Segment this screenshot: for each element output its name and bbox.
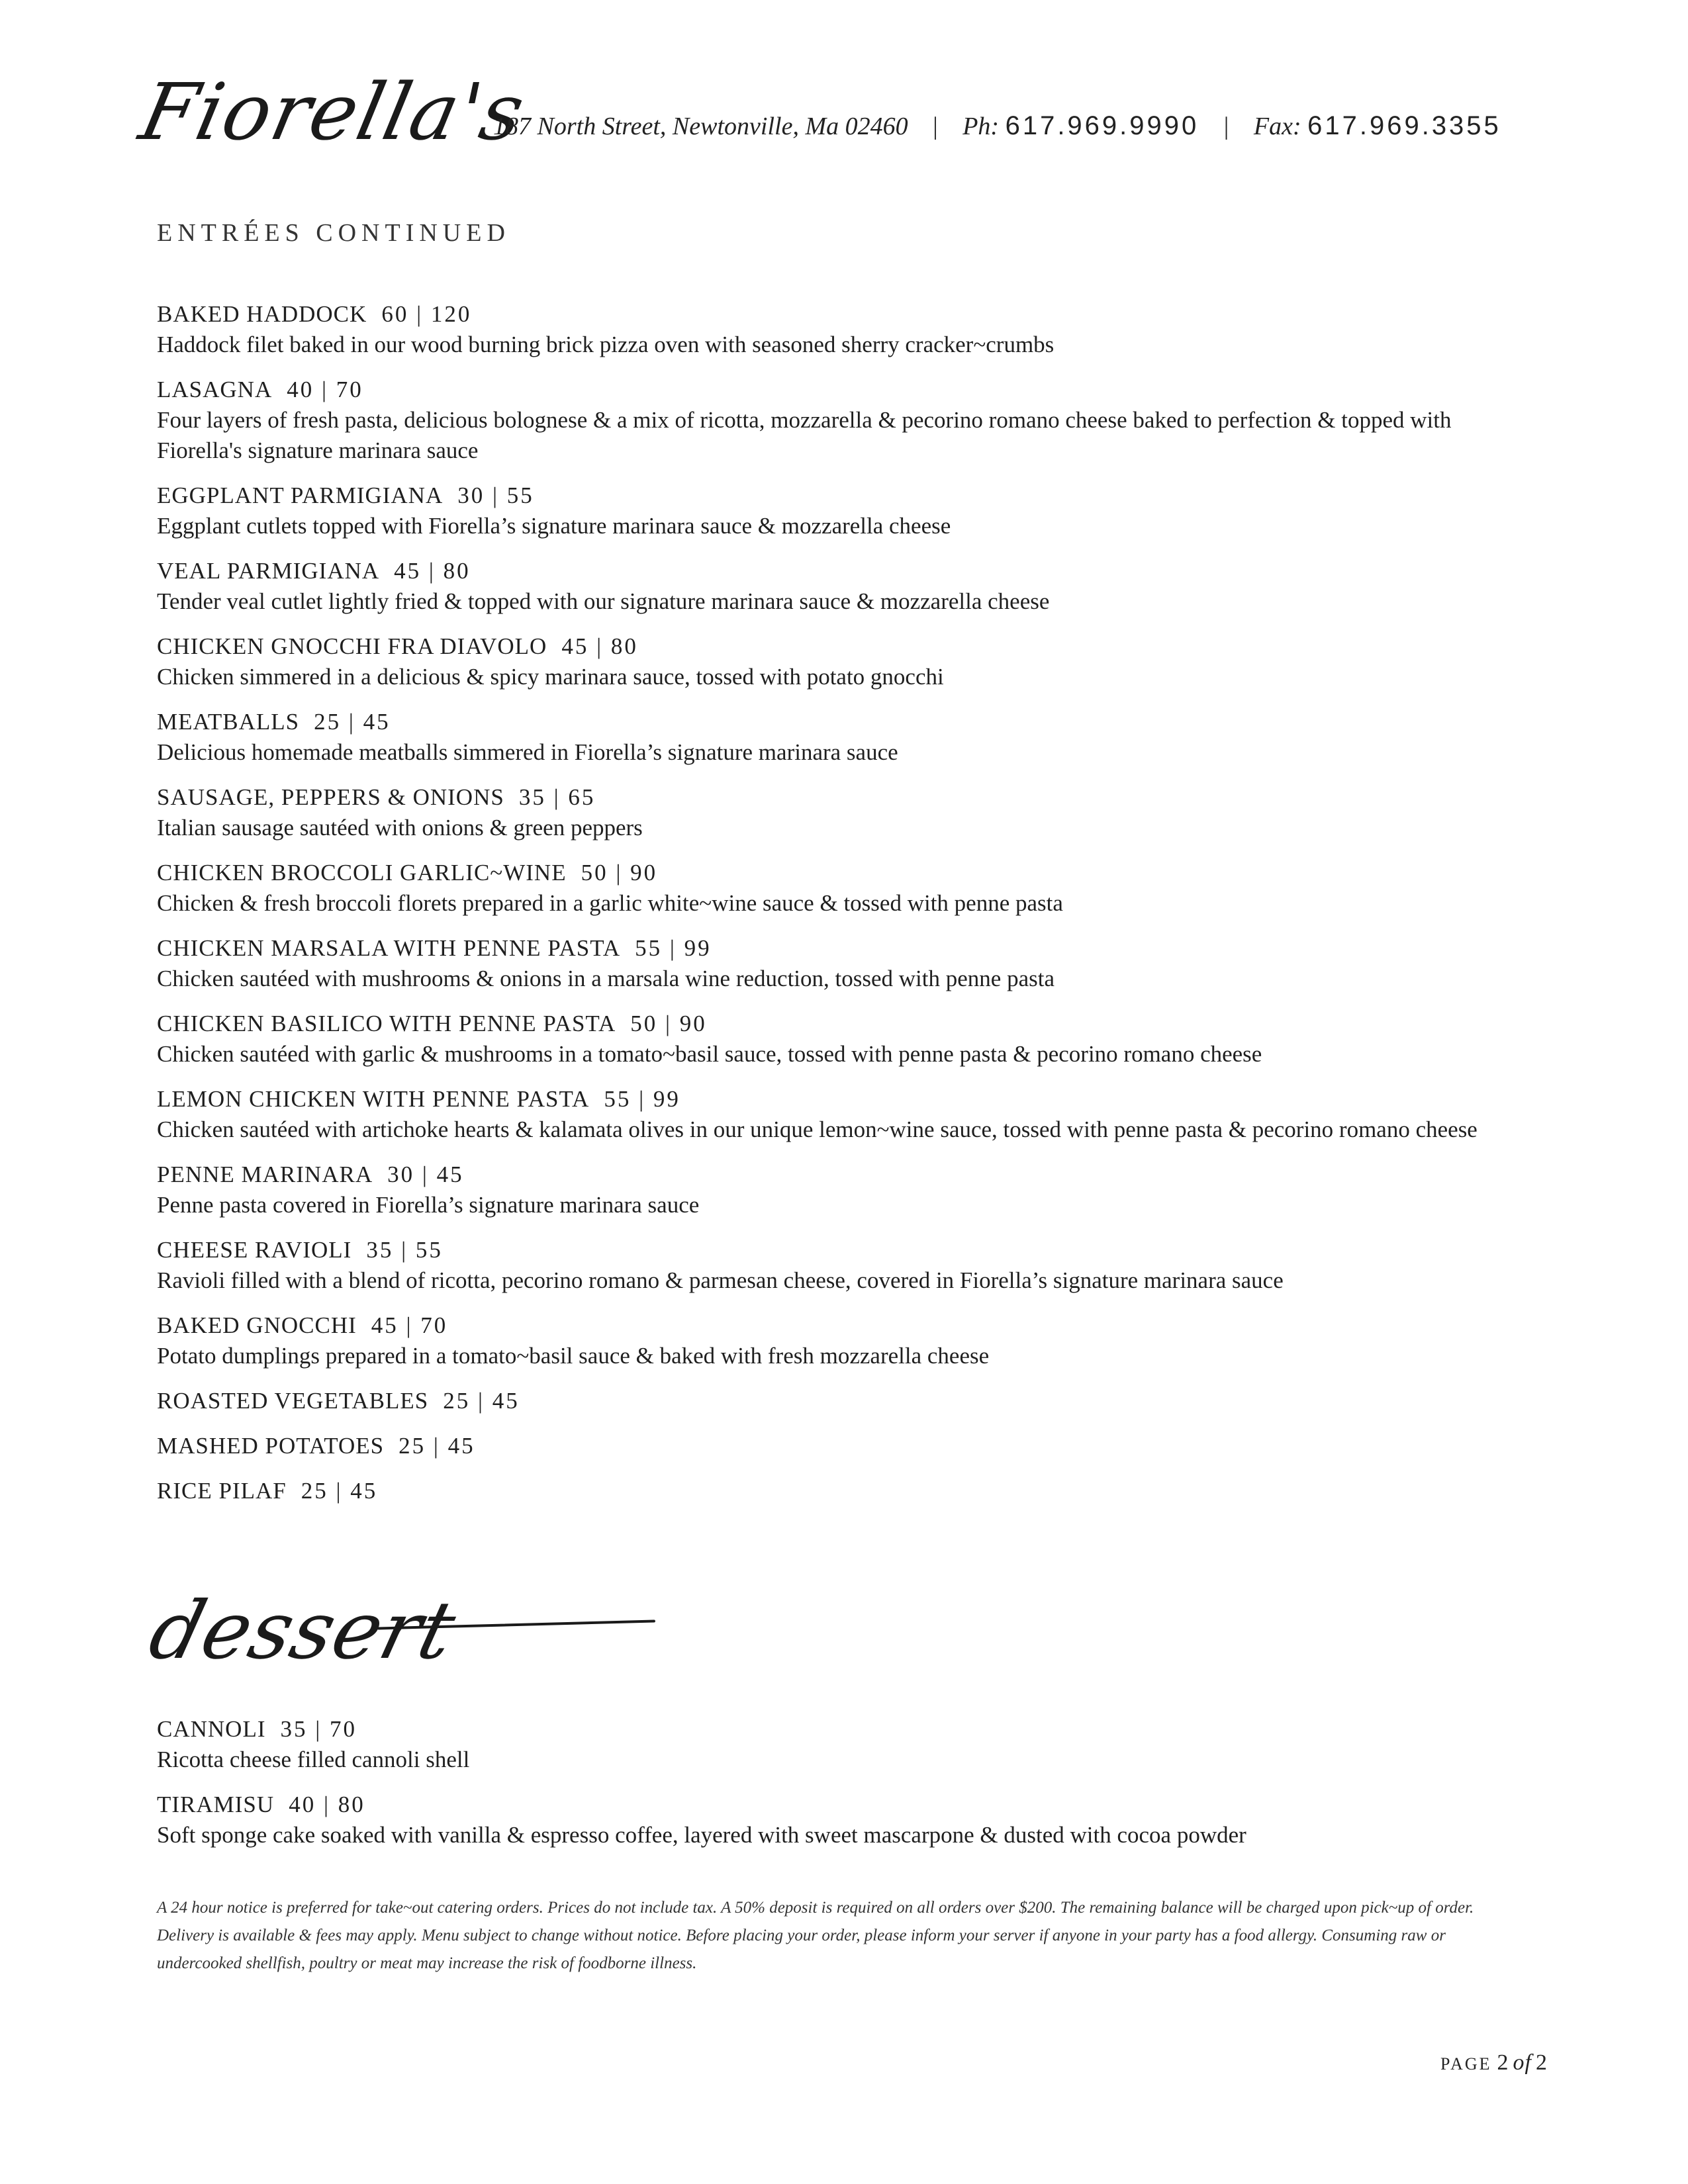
menu-item-name: VEAL PARMIGIANA — [157, 558, 380, 584]
menu-item-price: 35 | 70 — [280, 1716, 357, 1742]
menu-item-price: 45 | 70 — [371, 1312, 448, 1338]
menu-item-description: Haddock filet baked in our wood burning brick pizza oven with seasoned sherry cracker~crumbs — [157, 332, 1055, 357]
menu-item — [157, 1084, 1534, 1145]
menu-item-heading — [157, 1714, 1534, 1745]
menu-item — [157, 1476, 1534, 1506]
menu-item-description: Chicken sautéed with garlic & mushrooms in a tomato~basil sauce, tossed with penne pasta & pecorino romano cheese — [157, 1041, 1262, 1067]
menu-item-price: 60 | 120 — [381, 301, 472, 327]
fax-label: Fax: — [1253, 113, 1301, 140]
menu-item — [157, 858, 1534, 919]
brand-logo — [132, 60, 534, 179]
phone-number: 617.969.9990 — [1005, 111, 1199, 140]
dessert-heading — [140, 1585, 523, 1691]
menu-item — [157, 1009, 1534, 1069]
entree-list — [157, 299, 1534, 1521]
brand-logo-text: Fiorella's — [132, 66, 534, 158]
menu-item-heading — [157, 1386, 1534, 1416]
menu-item-price: 35 | 55 — [366, 1237, 443, 1263]
menu-item-price: 40 | 80 — [289, 1792, 365, 1817]
page-total: 2 — [1536, 2050, 1548, 2075]
menu-item-price: 45 | 80 — [561, 633, 638, 659]
menu-item — [157, 556, 1534, 617]
menu-item-heading — [157, 1310, 1534, 1341]
menu-item-name: RICE PILAF — [157, 1478, 287, 1504]
dessert-heading-text: dessert — [140, 1585, 465, 1677]
menu-item-description: Soft sponge cake soaked with vanilla & espresso coffee, layered with sweet mascarpone & dusted with cocoa powder — [157, 1822, 1246, 1848]
menu-item-name: CHICKEN BROCCOLI GARLIC~WINE — [157, 860, 567, 886]
menu-item-name: CHICKEN BASILICO WITH PENNE PASTA — [157, 1011, 616, 1036]
menu-item-price: 55 | 99 — [604, 1086, 680, 1112]
menu-item-name: SAUSAGE, PEPPERS & ONIONS — [157, 784, 504, 810]
menu-item-name: PENNE MARINARA — [157, 1161, 373, 1187]
menu-item-description: Chicken sautéed with artichoke hearts & kalamata olives in our unique lemon~wine sauce, tossed with penne pasta & pecorino romano cheese — [157, 1116, 1477, 1142]
menu-item — [157, 299, 1534, 360]
menu-item-name: BAKED GNOCCHI — [157, 1312, 357, 1338]
section-title-entrees: ENTRÉES CONTINUED — [157, 219, 510, 247]
menu-item-description: Eggplant cutlets topped with Fiorella’s signature marinara sauce & mozzarella cheese — [157, 513, 951, 539]
menu-item-price: 50 | 90 — [581, 860, 658, 886]
menu-item-price: 30 | 55 — [457, 482, 534, 508]
menu-item-price: 40 | 70 — [287, 377, 363, 402]
menu-item-heading — [157, 782, 1534, 813]
dessert-list — [157, 1714, 1534, 1865]
footer-note: A 24 hour notice is preferred for take~out catering orders. Prices do not include tax. A 50% deposit is required on all orders over $200. The remaining balance will be charged upon pick~up of order. Delivery is available & fees may apply. Menu subject to change without notice. Before placing your order, please inform your server if anyone in your party has a food allergy. Consuming raw or undercooked shellfish, poultry or meat may increase the risk of foodborne illness. — [157, 1899, 1474, 1972]
menu-item-name: TIRAMISU — [157, 1792, 275, 1817]
menu-item-name: ROASTED VEGETABLES — [157, 1388, 429, 1414]
menu-item-description: Delicious homemade meatballs simmered in Fiorella’s signature marinara sauce — [157, 739, 898, 765]
menu-item-price: 25 | 45 — [301, 1478, 378, 1504]
menu-item-description: Penne pasta covered in Fiorella’s signature marinara sauce — [157, 1192, 700, 1218]
menu-item — [157, 782, 1534, 843]
menu-item-name: CANNOLI — [157, 1716, 266, 1742]
menu-item-heading — [157, 858, 1534, 888]
contact-line — [493, 111, 1501, 141]
menu-item-heading — [157, 1790, 1534, 1820]
menu-item-description: Chicken sautéed with mushrooms & onions in a marsala wine reduction, tossed with penne pasta — [157, 966, 1055, 991]
menu-item-name: LEMON CHICKEN WITH PENNE PASTA — [157, 1086, 590, 1112]
menu-item — [157, 1160, 1534, 1220]
menu-item-name: CHICKEN MARSALA WITH PENNE PASTA — [157, 935, 621, 961]
menu-item-price: 50 | 90 — [630, 1011, 707, 1036]
menu-item-name: CHICKEN GNOCCHI FRA DIAVOLO — [157, 633, 547, 659]
menu-item-heading — [157, 480, 1534, 511]
menu-item-price: 30 | 45 — [387, 1161, 464, 1187]
menu-item-price: 25 | 45 — [314, 709, 391, 735]
menu-item-description: Ravioli filled with a blend of ricotta, pecorino romano & parmesan cheese, covered in Fiorella’s signature marinara sauce — [157, 1267, 1284, 1293]
separator: | — [1223, 113, 1229, 140]
page-header — [132, 60, 1532, 179]
menu-item-description: Potato dumplings prepared in a tomato~basil sauce & baked with fresh mozzarella cheese — [157, 1343, 990, 1369]
menu-item-heading — [157, 1235, 1534, 1265]
menu-item-description: Italian sausage sautéed with onions & green peppers — [157, 815, 643, 841]
menu-item-price: 45 | 80 — [394, 558, 471, 584]
menu-item — [157, 1386, 1534, 1416]
address: 187 North Street, Newtonville, Ma 02460 — [493, 113, 908, 140]
menu-item-heading — [157, 1160, 1534, 1190]
menu-item-heading — [157, 1431, 1534, 1461]
menu-item-description: Chicken simmered in a delicious & spicy marinara sauce, tossed with potato gnocchi — [157, 664, 944, 690]
menu-item — [157, 1714, 1534, 1775]
menu-item-heading — [157, 299, 1534, 330]
menu-item — [157, 1235, 1534, 1296]
page-number — [1440, 2050, 1548, 2075]
menu-item-heading — [157, 556, 1534, 586]
phone-label: Ph: — [962, 113, 1000, 140]
menu-item-price: 55 | 99 — [635, 935, 712, 961]
menu-item — [157, 1431, 1534, 1461]
menu-item-description: Tender veal cutlet lightly fried & topped with our signature marinara sauce & mozzarella cheese — [157, 588, 1050, 614]
menu-item-description: Chicken & fresh broccoli florets prepared in a garlic white~wine sauce & tossed with penne pasta — [157, 890, 1063, 916]
page-current: 2 — [1497, 2050, 1509, 2075]
menu-item-price: 25 | 45 — [399, 1433, 475, 1459]
menu-item — [157, 933, 1534, 994]
fax-number: 617.969.3355 — [1307, 111, 1501, 140]
menu-item-price: 35 | 65 — [518, 784, 596, 810]
menu-item-name: LASAGNA — [157, 377, 273, 402]
menu-item — [157, 707, 1534, 768]
menu-item-heading — [157, 1009, 1534, 1039]
menu-item-heading — [157, 933, 1534, 964]
menu-item-name: BAKED HADDOCK — [157, 301, 367, 327]
menu-item-heading — [157, 375, 1534, 405]
menu-item-heading — [157, 1084, 1534, 1115]
menu-item-description: Ricotta cheese filled cannoli shell — [157, 1747, 470, 1772]
menu-item-description: Four layers of fresh pasta, delicious bolognese & a mix of ricotta, mozzarella & pecorino romano cheese baked to perfection & topped with Fiorella's signature marinara sauce — [157, 407, 1452, 463]
menu-item-name: EGGPLANT PARMIGIANA — [157, 482, 444, 508]
menu-item-heading — [157, 1476, 1534, 1506]
page-label: PAGE — [1440, 2054, 1492, 2073]
menu-item — [157, 375, 1534, 466]
menu-item-name: CHEESE RAVIOLI — [157, 1237, 352, 1263]
menu-item — [157, 1790, 1534, 1850]
menu-item-heading — [157, 707, 1534, 737]
menu-item-name: MASHED POTATOES — [157, 1433, 385, 1459]
menu-item — [157, 480, 1534, 541]
separator: | — [933, 113, 938, 140]
menu-item-name: MEATBALLS — [157, 709, 300, 735]
page-of: of — [1513, 2050, 1532, 2075]
menu-item — [157, 631, 1534, 692]
menu-item — [157, 1310, 1534, 1371]
menu-item-price: 25 | 45 — [443, 1388, 520, 1414]
menu-item-heading — [157, 631, 1534, 662]
